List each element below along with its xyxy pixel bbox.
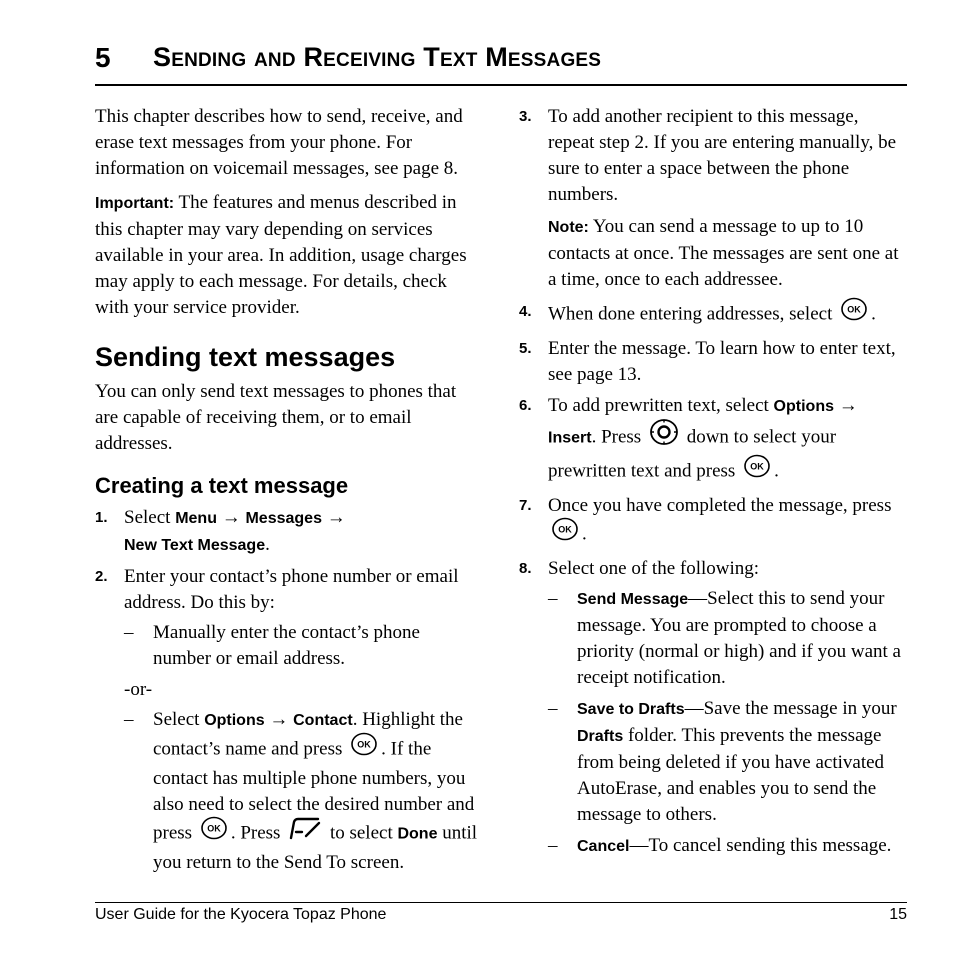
navigation-key-icon (649, 418, 679, 454)
bullet-manual (124, 620, 480, 672)
dash: – (124, 709, 134, 730)
footer-title: User Guide for the Kyocera Topaz Phone (95, 906, 387, 923)
arrow: → (221, 507, 241, 528)
step-8 (519, 556, 909, 860)
step-text: Select one of the following: (548, 558, 760, 579)
ok-key-icon (743, 454, 771, 486)
dash: – (548, 835, 558, 856)
step-text: . Press (591, 426, 646, 448)
page-number: 15 (889, 906, 907, 923)
step-text: Enter your contact’s phone number or email address. Do this by: (124, 566, 459, 613)
bullet-text: . Press (230, 822, 286, 844)
note-label: Note: (548, 219, 589, 236)
messages-label: Messages (245, 510, 322, 527)
step-number: 6. (519, 397, 532, 414)
step-number: 1. (95, 509, 108, 526)
page-footer (95, 902, 907, 923)
chapter-title: Sending and Receiving Text Messages (153, 42, 602, 72)
step-text: Select (124, 507, 176, 528)
ok-key-text: OK (558, 524, 572, 535)
option-save-to-drafts (548, 696, 909, 828)
options-label: Options (773, 398, 834, 415)
step-text: Enter the message. To learn how to enter text, see page 13. (548, 338, 896, 385)
step-5 (519, 336, 909, 388)
step-1 (95, 505, 480, 559)
step-number: 4. (519, 303, 532, 320)
step-number: 7. (519, 497, 532, 514)
option-send-message (548, 586, 909, 691)
dash: – (548, 698, 558, 719)
right-column (519, 104, 909, 865)
chapter-number: 5 (95, 42, 111, 73)
option-cancel (548, 833, 909, 860)
step-text: down to select your prewritten text and press (548, 426, 837, 482)
step-text: To add another recipient to this message, repeat step 2. If you are entering manually, be sure to enter a space between the phone numbers. (548, 106, 897, 205)
step-text: Once you have completed the message, press (548, 495, 892, 516)
bullet-text: . Highlight the contact’s name and press (153, 709, 463, 760)
options-label: Options (204, 712, 265, 729)
bullet-text: . If the contact has multiple phone numbers, you also need to select the desired number and press (153, 738, 475, 844)
intro-paragraph: This chapter describes how to send, receive, and erase text messages from your phone. For information on voicemail messages, see page 8. (95, 106, 463, 179)
step-number: 5. (519, 340, 532, 357)
option-text: folder. This prevents the message from being deleted if you have activated AutoErase, and enables you to send the message to others. (577, 725, 885, 825)
important-text: The features and menus described in this chapter may vary depending on services available in your area. In addition, usage charges may apply to each message. For details, check with your service provider. (95, 192, 467, 318)
ok-key-text: OK (357, 739, 371, 750)
step-4 (519, 299, 909, 331)
done-label: Done (397, 825, 438, 843)
section-text: You can only send text messages to phones that are capable of receiving them, or to email addresses. (95, 381, 457, 454)
important-label: Important: (95, 195, 175, 212)
chapter-heading (95, 40, 907, 86)
dash: – (124, 622, 134, 643)
option-text: —Save the message in your (684, 698, 897, 719)
bullet-text: until you return to the Send To screen. (153, 822, 478, 873)
ok-key-text: OK (847, 304, 861, 315)
note-paragraph (548, 214, 909, 293)
subsection-title: Creating a text message (95, 473, 349, 498)
ok-key-text: OK (750, 461, 764, 472)
drafts-label: Drafts (577, 728, 624, 745)
section-title: Sending text messages (95, 342, 396, 372)
left-softkey-icon (288, 816, 322, 848)
step-3 (519, 104, 909, 293)
important-paragraph (95, 190, 480, 321)
bullet-text: to select (325, 822, 398, 844)
ok-key-icon (551, 517, 579, 549)
insert-label: Insert (548, 429, 592, 447)
send-message-label: Send Message (577, 591, 689, 608)
step-6 (519, 393, 909, 488)
arrow: → (269, 709, 289, 730)
bullet-text: Manually enter the contact’s phone number or email address. (153, 622, 420, 669)
menu-label: Menu (175, 510, 217, 527)
step-text: . (871, 303, 876, 325)
ok-key-icon (350, 732, 378, 764)
dash: – (548, 588, 558, 609)
arrow: → (838, 395, 858, 416)
step-2 (95, 564, 480, 876)
ok-key-icon (200, 816, 228, 848)
save-to-drafts-label: Save to Drafts (577, 701, 685, 718)
or-separator: -or- (124, 679, 153, 700)
option-text: —Select this to send your message. You are prompted to choose a priority (normal or high) and if you want a receipt notification. (577, 588, 901, 688)
step-text: To add prewritten text, select (548, 395, 774, 416)
step-text: . (265, 534, 270, 555)
step-text: . (582, 523, 587, 545)
cancel-label: Cancel (577, 838, 630, 855)
step-number: 8. (519, 560, 532, 577)
bullet-select-contact (124, 707, 480, 876)
left-column (95, 104, 480, 881)
note-text: You can send a message to up to 10 contacts at once. The messages are sent one at a time, once to each addressee. (548, 216, 899, 290)
new-text-message-label: New Text Message (124, 537, 266, 554)
step-number: 3. (519, 108, 532, 125)
option-text: —To cancel sending this message. (629, 835, 892, 856)
step-text: . (774, 460, 779, 482)
ok-key-text: OK (207, 823, 221, 834)
ok-key-icon (840, 297, 868, 329)
step-number: 2. (95, 568, 108, 585)
bullet-text: Select (153, 709, 205, 730)
contact-label: Contact (293, 712, 353, 729)
step-7 (519, 493, 909, 551)
arrow: → (326, 507, 346, 528)
step-text: When done entering addresses, select (548, 303, 838, 325)
